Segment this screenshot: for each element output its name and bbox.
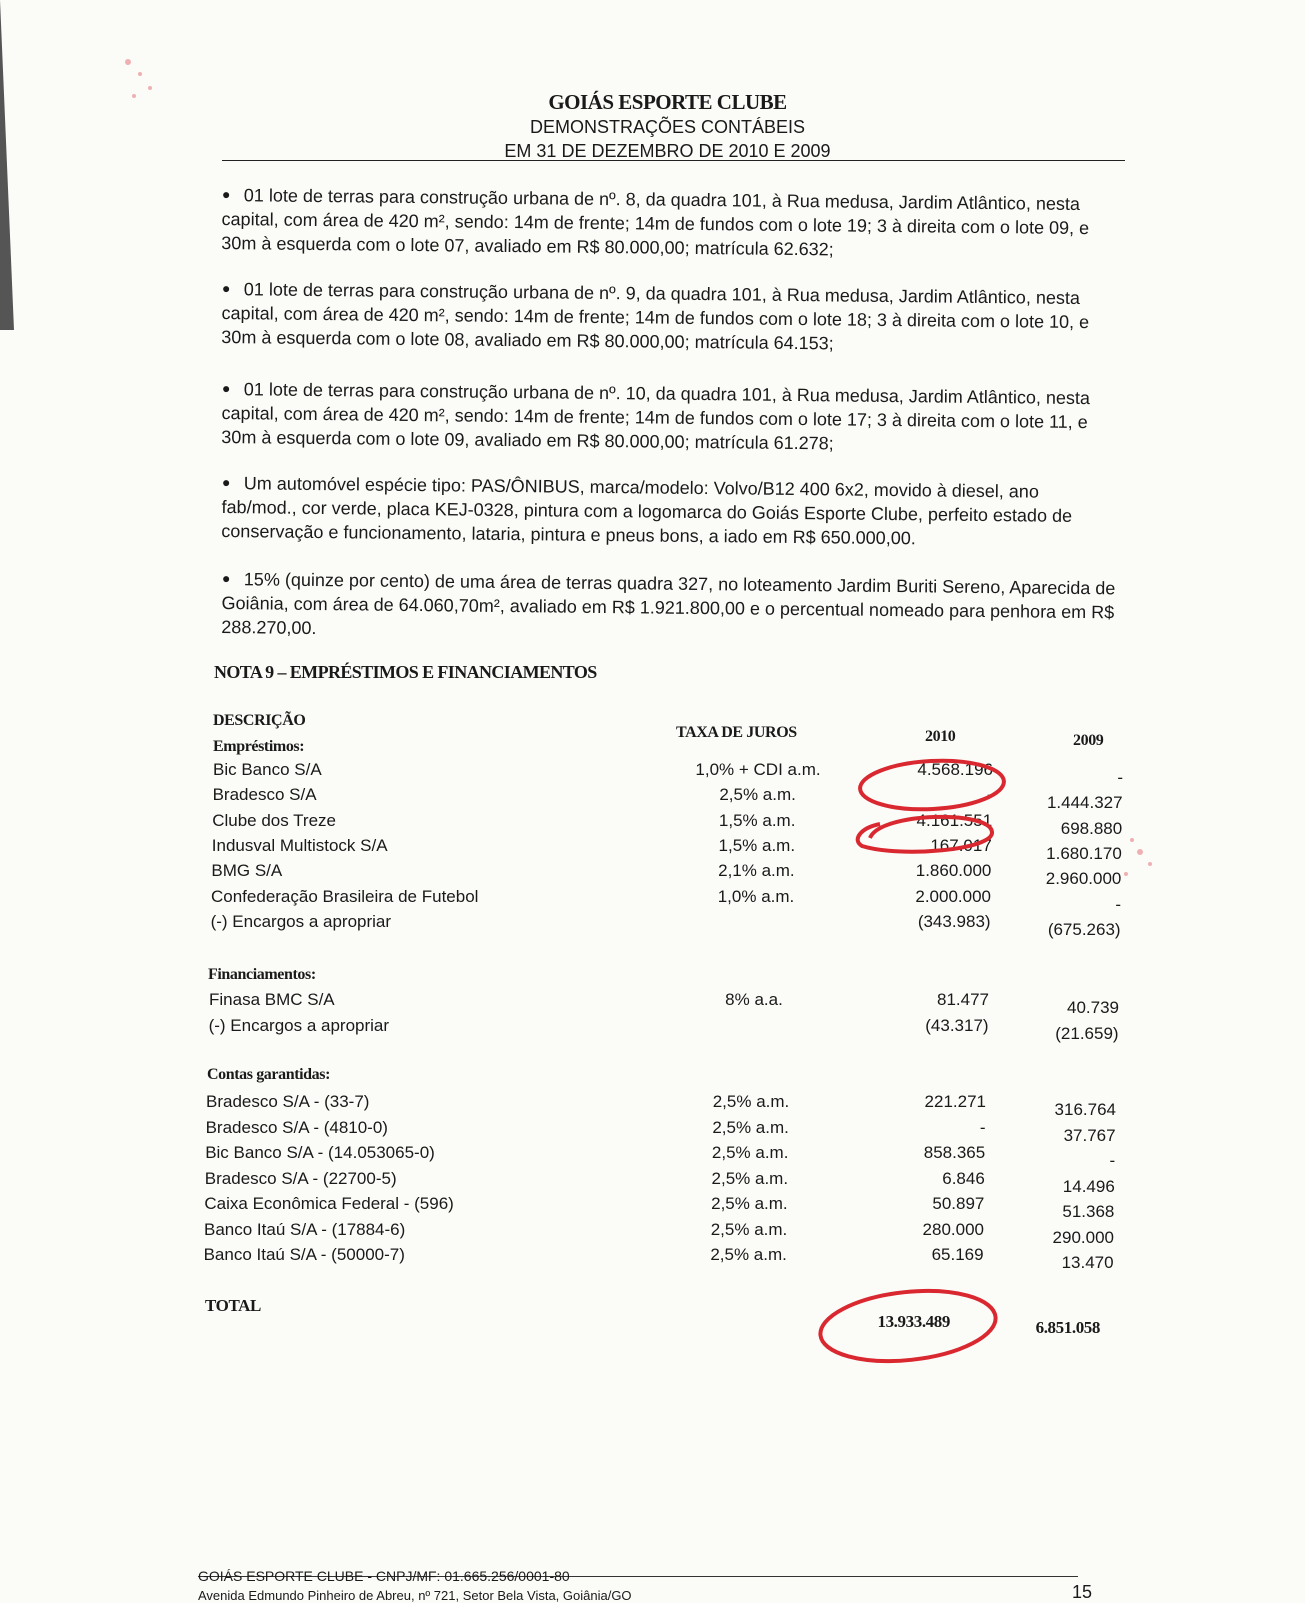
row-value-2009: 40.739 bbox=[1067, 998, 1119, 1017]
row-interest-rate: 1,0% + CDI a.m. bbox=[695, 760, 821, 779]
row-description: Caixa Econômica Federal - (596) bbox=[204, 1194, 454, 1214]
bullet-paragraph: ● 01 lote de terras para construção urbana de nº. 8, da quadra 101, à Rua medusa, Jardim Atlântico, nesta capital, com área de 420 m², sendo: 14m de frente; 14m de fundos com o lote 19; 3 à direita com o lote 09, e 30m à esquerda com o lote 07, avaliado em R$ 80.000,00; matrícula 62.632; bbox=[221, 182, 1118, 264]
row-value-2010: - bbox=[986, 785, 993, 805]
row-description: Banco Itaú S/A - (17884-6) bbox=[204, 1219, 406, 1239]
row-value-2010: 6.846 bbox=[942, 1168, 985, 1188]
table-row bbox=[213, 760, 1133, 787]
row-interest-rate: 1,0% a.m. bbox=[717, 886, 795, 906]
table-row bbox=[205, 1117, 1126, 1145]
bullet-icon: ● bbox=[221, 185, 231, 203]
row-description: Bic Banco S/A - (14.053065-0) bbox=[205, 1143, 435, 1163]
row-description: Banco Itaú S/A - (50000-7) bbox=[203, 1245, 405, 1265]
table-row bbox=[211, 836, 1132, 864]
row-value-2010: 858.365 bbox=[923, 1143, 986, 1163]
row-description: Finasa BMC S/A bbox=[209, 990, 335, 1009]
row-value-2009: (675.263) bbox=[1047, 920, 1121, 940]
row-value-2009: 698.880 bbox=[1060, 818, 1123, 838]
bullet-icon: ● bbox=[221, 473, 231, 491]
row-value-2010: 81.477 bbox=[937, 990, 989, 1009]
table-row bbox=[209, 990, 1129, 1017]
row-description: Confederação Brasileira de Futebol bbox=[211, 886, 479, 906]
row-description: Bic Banco S/A bbox=[213, 760, 322, 779]
section-title-emprestimos: Empréstimos: bbox=[213, 738, 305, 755]
row-interest-rate: 2,5% a.m. bbox=[710, 1219, 788, 1239]
club-name: GOIÁS ESPORTE CLUBE bbox=[548, 90, 787, 114]
row-value-2010: 50.897 bbox=[932, 1194, 985, 1214]
table-row bbox=[211, 886, 1131, 914]
row-value-2010: (43.317) bbox=[925, 1016, 989, 1036]
row-interest-rate: 1,5% a.m. bbox=[718, 810, 796, 830]
row-interest-rate: 2,5% a.m. bbox=[719, 785, 796, 805]
bullet-icon: ● bbox=[221, 279, 231, 297]
row-value-2010: 4.568.196 bbox=[917, 760, 993, 779]
note-title: NOTA 9 – EMPRÉSTIMOS E FINANCIAMENTOS bbox=[214, 662, 597, 682]
section-title-contas: Contas garantidas: bbox=[207, 1066, 331, 1083]
row-description: Indusval Multistock S/A bbox=[211, 836, 388, 856]
row-value-2009: 13.470 bbox=[1061, 1253, 1114, 1273]
row-value-2009: - bbox=[1115, 894, 1121, 914]
row-value-2009: 316.764 bbox=[1054, 1100, 1116, 1119]
total-label: TOTAL bbox=[205, 1296, 261, 1315]
row-value-2009: 14.496 bbox=[1062, 1176, 1115, 1196]
row-value-2009: - bbox=[1109, 1151, 1116, 1171]
row-description: Bradesco S/A - (22700-5) bbox=[204, 1168, 397, 1188]
table-row bbox=[206, 1092, 1126, 1119]
bullet-paragraph: ● Um automóvel espécie tipo: PAS/ÔNIBUS, marca/modelo: Volvo/B12 400 6x2, movido à diesel, ano fab/mod., cor verde, placa KEJ-0328, pintura com a logomarca do Goiás Esporte Clube, perfeito estado de conservação e funcionamento, lataria, pintura e pneus bons, a iado em R$ 650.000,00. bbox=[221, 470, 1118, 552]
row-description: Clube dos Treze bbox=[212, 810, 336, 830]
row-value-2009: 51.368 bbox=[1062, 1202, 1115, 1222]
total-2009-value: 6.851.058 bbox=[1035, 1318, 1100, 1337]
table-row bbox=[203, 1245, 1124, 1273]
table-row bbox=[212, 785, 1133, 813]
row-interest-rate: 2,5% a.m. bbox=[710, 1245, 787, 1265]
table-row bbox=[204, 1168, 1125, 1196]
bullet-paragraph: ● 01 lote de terras para construção urbana de nº. 10, da quadra 101, à Rua medusa, Jardim Atlântico, nesta capital, com área de 420 m², sendo: 14m de frente; 14m de fundos com o lote 17; 3 à direita com o lote 11, e 30m à esquerda com o lote 09, avaliado em R$ 80.000,00; matrícula 61.278; bbox=[221, 376, 1118, 458]
row-value-2009: 37.767 bbox=[1063, 1125, 1116, 1145]
row-interest-rate: 1,5% a.m. bbox=[718, 836, 796, 856]
row-interest-rate: 2,5% a.m. bbox=[711, 1168, 789, 1188]
column-header-2009: 2009 bbox=[1073, 732, 1104, 749]
header-line-1: DEMONSTRAÇÕES CONTÁBEIS bbox=[529, 117, 806, 137]
row-interest-rate: 2,5% a.m. bbox=[711, 1194, 788, 1214]
row-description: (-) Encargos a apropriar bbox=[208, 1016, 390, 1036]
row-value-2009: 1.444.327 bbox=[1046, 793, 1123, 813]
section-title-financiamentos: Financiamentos: bbox=[208, 966, 316, 983]
table-row bbox=[212, 810, 1132, 838]
row-value-2010: 221.271 bbox=[924, 1092, 986, 1111]
table-row bbox=[211, 861, 1131, 889]
header-rule bbox=[222, 160, 1125, 161]
row-value-2009: 290.000 bbox=[1052, 1227, 1114, 1247]
row-value-2009: - bbox=[1117, 768, 1123, 787]
footer-line-1: GOIÁS ESPORTE CLUBE - CNPJ/MF: 01.665.256/0001-80 bbox=[198, 1568, 570, 1584]
row-description: Bradesco S/A - (4810-0) bbox=[205, 1117, 388, 1137]
row-value-2010: 4.161.551 bbox=[916, 810, 993, 830]
row-interest-rate: 2,5% a.m. bbox=[712, 1117, 789, 1137]
table-row bbox=[210, 912, 1131, 940]
row-interest-rate: 2,5% a.m. bbox=[712, 1092, 790, 1111]
row-value-2010: 65.169 bbox=[931, 1245, 984, 1265]
row-value-2010: 2.000.000 bbox=[915, 886, 991, 906]
row-value-2009: 1.680.170 bbox=[1046, 844, 1122, 864]
bullet-icon: ● bbox=[221, 379, 231, 397]
row-interest-rate: 2,5% a.m. bbox=[711, 1143, 789, 1163]
total-2010-value: 13.933.489 bbox=[877, 1312, 950, 1331]
row-interest-rate: 2,1% a.m. bbox=[718, 861, 795, 881]
row-value-2010: - bbox=[979, 1117, 986, 1137]
row-value-2010: 1.860.000 bbox=[915, 861, 992, 881]
bullet-paragraph: ● 01 lote de terras para construção urbana de nº. 9, da quadra 101, à Rua medusa, Jardim Atlântico, nesta capital, com área de 420 m², sendo: 14m de frente; 14m de fundos com o lote 18; 3 à direita com o lote 10, e 30m à esquerda com o lote 08, avaliado em R$ 80.000,00; matrícula 64.153; bbox=[221, 276, 1118, 358]
table-row bbox=[204, 1194, 1124, 1222]
table-row bbox=[205, 1143, 1125, 1171]
page-number: 15 bbox=[1072, 1582, 1093, 1602]
bullet-icon: ● bbox=[221, 569, 231, 587]
column-header-rate: TAXA DE JUROS bbox=[676, 724, 797, 741]
row-value-2010: 280.000 bbox=[922, 1219, 984, 1239]
table-row bbox=[208, 1016, 1129, 1044]
header-line-2: EM 31 DE DEZEMBRO DE 2010 E 2009 bbox=[504, 141, 831, 161]
row-description: (-) Encargos a apropriar bbox=[210, 912, 392, 932]
bullet-paragraph: ● 15% (quinze por cento) de uma área de terras quadra 327, no loteamento Jardim Buriti Sereno, Aparecida de Goiânia, com área de 64.060,70m², avaliado em R$ 1.921.800,00 e o percentual nomeado para penhora em R$ 288.270,00. bbox=[221, 566, 1118, 648]
table-row bbox=[204, 1219, 1124, 1247]
row-value-2010: 167.017 bbox=[930, 836, 992, 856]
column-header-description: DESCRIÇÃO bbox=[213, 712, 306, 729]
row-interest-rate: 8% a.a. bbox=[725, 990, 783, 1009]
row-value-2010: (343.983) bbox=[917, 912, 991, 932]
footer-line-2: Avenida Edmundo Pinheiro de Abreu, nº 721, Setor Bela Vista, Goiânia/GO bbox=[198, 1588, 632, 1603]
scan-edge-shadow bbox=[0, 0, 14, 330]
row-value-2009: 2.960.000 bbox=[1045, 869, 1122, 889]
column-header-2010: 2010 bbox=[925, 728, 956, 745]
row-description: BMG S/A bbox=[211, 861, 283, 881]
row-description: Bradesco S/A bbox=[212, 785, 317, 805]
row-description: Bradesco S/A - (33-7) bbox=[206, 1092, 370, 1111]
row-value-2009: (21.659) bbox=[1055, 1024, 1119, 1044]
document-header bbox=[0, 90, 1305, 163]
